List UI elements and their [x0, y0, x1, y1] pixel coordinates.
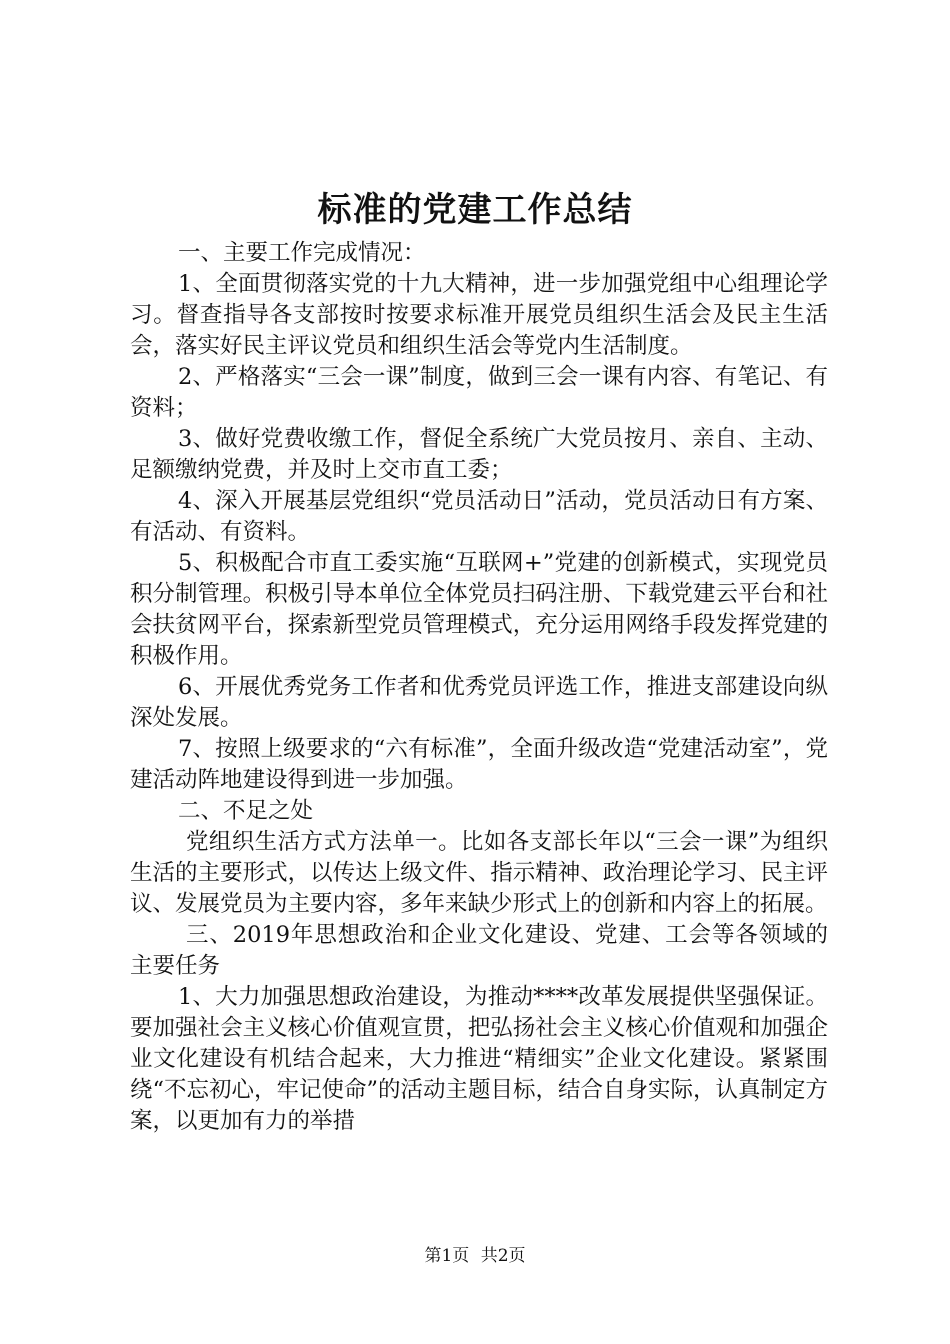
page-footer [0, 1244, 950, 1268]
section-heading-2: 二、不足之处 [178, 798, 314, 824]
paragraph-shortcomings: 党组织生活方式方法单一。比如各支部长年以“三会一课”为组织生活的主要形式，以传达上级文件、指示精神、政治理论学习、民主评议、发展党员为主要内容，多年来缺少形式上的创新和内容上的拓展。 [130, 829, 828, 917]
paragraph-item-5: 5、积极配合市直工委实施“互联网+”党建的创新模式，实现党员积分制管理。积极引导本单位全体党员扫码注册、下载党建云平台和社会扶贫网平台，探索新型党员管理模式，充分运用网络手段发挥党建的积极作用。 [130, 550, 828, 669]
paragraph-item-3: 3、做好党费收缴工作，督促全系统广大党员按月、亲自、主动、足额缴纳党费，并及时上交市直工委； [130, 426, 828, 483]
section-heading-3: 三、2019年思想政治和企业文化建设、党建、工会等各领域的主要任务 [130, 922, 828, 979]
paragraph-item-7: 7、按照上级要求的“六有标准”，全面升级改造“党建活动室”，党建活动阵地建设得到进一步加强。 [130, 736, 828, 793]
paragraph-item-4: 4、深入开展基层党组织“党员活动日”活动，党员活动日有方案、有活动、有资料。 [130, 488, 828, 545]
paragraph-item-6: 6、开展优秀党务工作者和优秀党员评选工作，推进支部建设向纵深处发展。 [130, 674, 828, 731]
document-body [130, 238, 828, 1137]
page-number: 第1页 [424, 1246, 470, 1266]
section-heading-1: 一、主要工作完成情况： [178, 240, 426, 266]
paragraph-task-1: 1、大力加强思想政治建设，为推动****改革发展提供坚强保证。要加强社会主义核心价值观宣贯，把弘扬社会主义核心价值观和加强企业文化建设有机结合起来，大力推进“精细实”企业文化建设。紧紧围绕“不忘初心，牢记使命”的活动主题目标，结合自身实际，认真制定方案，以更加有力的举措 [130, 984, 829, 1134]
document-title: 标准的党建工作总结 [317, 190, 633, 230]
paragraph-item-1: 1、全面贯彻落实党的十九大精神，进一步加强党组中心组理论学习。督查指导各支部按时按要求标准开展党员组织生活会及民主生活会，落实好民主评议党员和组织生活会等党内生活制度。 [130, 271, 828, 359]
page-total: 共2页 [480, 1246, 526, 1266]
paragraph-item-2: 2、严格落实“三会一课”制度，做到三会一课有内容、有笔记、有资料； [130, 364, 828, 421]
